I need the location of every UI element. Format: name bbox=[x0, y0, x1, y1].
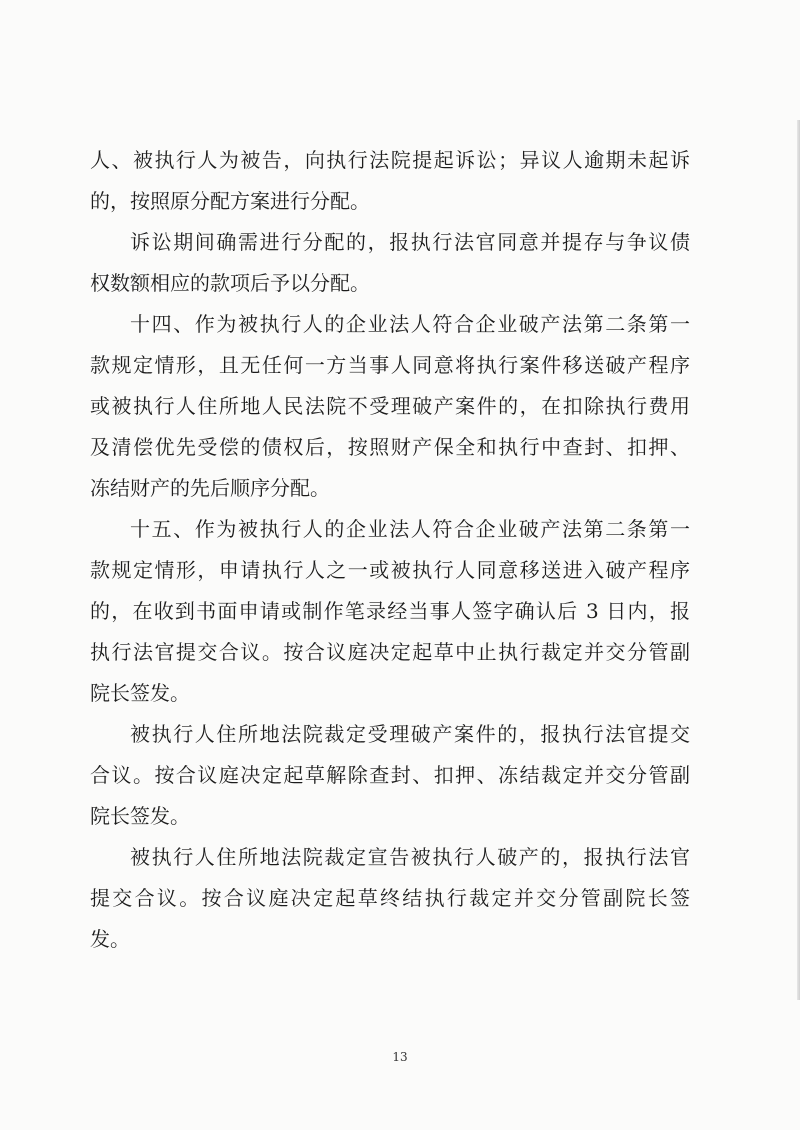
paragraph-clause-14 bbox=[90, 304, 690, 509]
text-line: 的，按照原分配方案进行分配。 bbox=[90, 189, 370, 213]
text-line: 执行法官提交合议。按合议庭决定起草中止执行裁定并交分管副 bbox=[90, 640, 690, 664]
text-line: 提交合议。按合议庭决定起草终结执行裁定并交分管副院长签 bbox=[90, 886, 690, 910]
paragraph-6 bbox=[90, 714, 690, 837]
paragraph-2 bbox=[90, 222, 690, 304]
text-line: 十五、作为被执行人的企业法人符合企业破产法第二条第一 bbox=[130, 517, 690, 541]
text-line: 权数额相应的款项后予以分配。 bbox=[90, 271, 370, 295]
paragraph-7 bbox=[90, 837, 690, 960]
text-line: 及清偿优先受偿的债权后，按照财产保全和执行中查封、扣押、 bbox=[90, 435, 690, 459]
paragraph-1 bbox=[90, 140, 690, 222]
text-line: 被执行人住所地法院裁定受理破产案件的，报执行法官提交 bbox=[130, 722, 690, 746]
text-line: 合议。按合议庭决定起草解除查封、扣押、冻结裁定并交分管副 bbox=[90, 763, 690, 787]
text-line: 款规定情形，申请执行人之一或被执行人同意移送进入破产程序 bbox=[90, 558, 690, 582]
text-line: 院长签发。 bbox=[90, 804, 190, 828]
document-body bbox=[90, 140, 690, 960]
text-line: 十四、作为被执行人的企业法人符合企业破产法第二条第一 bbox=[130, 312, 690, 336]
paragraph-clause-15 bbox=[90, 509, 690, 714]
text-line: 人、被执行人为被告，向执行法院提起诉讼；异议人逾期未起诉 bbox=[90, 148, 690, 172]
text-line: 诉讼期间确需进行分配的，报执行法官同意并提存与争议债 bbox=[130, 230, 690, 254]
text-line: 冻结财产的先后顺序分配。 bbox=[90, 476, 330, 500]
text-line: 发。 bbox=[90, 927, 130, 951]
text-line: 的，在收到书面申请或制作笔录经当事人签字确认后 3 日内，报 bbox=[90, 599, 690, 623]
page-number: 13 bbox=[392, 1050, 408, 1064]
text-line: 院长签发。 bbox=[90, 681, 190, 705]
text-line: 被执行人住所地法院裁定宣告被执行人破产的，报执行法官 bbox=[130, 845, 690, 869]
text-line: 或被执行人住所地人民法院不受理破产案件的，在扣除执行费用 bbox=[90, 394, 690, 418]
text-line: 款规定情形，且无任何一方当事人同意将执行案件移送破产程序 bbox=[90, 353, 690, 377]
